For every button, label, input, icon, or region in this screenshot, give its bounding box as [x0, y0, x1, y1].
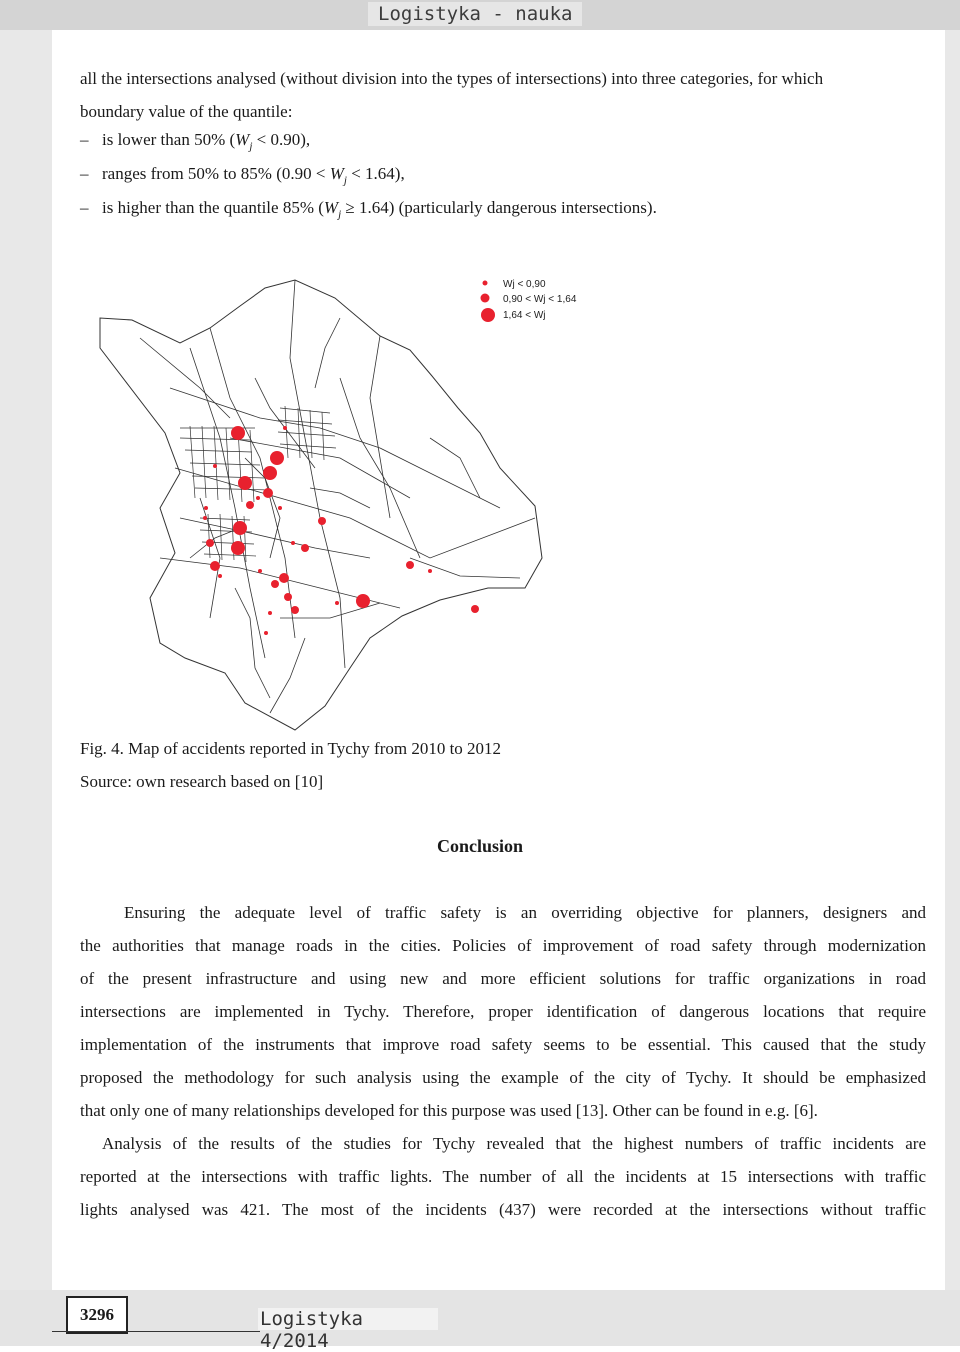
medium-marker: [301, 544, 309, 552]
footer-rule: [52, 1331, 260, 1332]
small-marker: [283, 426, 287, 430]
medium-marker: [210, 561, 220, 571]
text-line: Ensuring the adequate level of traffic safety is an overriding objective for planners, designers and: [124, 903, 926, 922]
large-marker: [231, 541, 245, 555]
large-marker: [356, 594, 370, 608]
intro-paragraph: [80, 62, 926, 128]
page-footer: [0, 1290, 960, 1346]
map-svg: [80, 258, 600, 733]
section-heading: Conclusion: [436, 836, 524, 856]
small-marker: [268, 611, 272, 615]
large-marker: [231, 426, 245, 440]
text-line: the authorities that manage roads in the cities. Policies of improvement of road safety through modernization: [80, 936, 926, 955]
accident-markers: [203, 426, 479, 635]
large-marker: [263, 466, 277, 480]
small-marker: [291, 541, 295, 545]
text-line: of the present infrastructure and using new and more efficient solutions for traffic organizations in road: [80, 969, 926, 988]
intro-line: boundary value of the quantile:: [80, 102, 293, 121]
list-item: – is higher than the quantile 85% $(W_j \ge 1.64)$ (particularly dangerous intersections).: [80, 198, 657, 221]
header-title: Logistyka - nauka: [368, 2, 582, 26]
medium-marker: [291, 606, 299, 614]
small-marker: [428, 569, 432, 573]
city-center-streets: [180, 406, 336, 562]
conclusion-body: [80, 896, 926, 1226]
legend-marker-medium: [481, 294, 490, 303]
legend-marker-small: [483, 281, 488, 286]
text-line: Analysis of the results of the studies for Tychy revealed that the highest numbers of traffic incidents are: [102, 1134, 926, 1153]
small-marker: [278, 506, 282, 510]
page-number: 3296: [66, 1296, 128, 1334]
large-marker: [233, 521, 247, 535]
journal-label: Logistyka 4/2014: [258, 1308, 438, 1330]
large-marker: [270, 451, 284, 465]
text-line: that only one of many relationships developed for this purpose was used [13]. Other can be found in e.g. [6].: [80, 1101, 818, 1120]
text-line: proposed the methodology for such analysis using the example of the city of Tychy. It should be emphasized: [80, 1068, 926, 1087]
accident-map: [80, 258, 600, 733]
text-line: reported at the intersections with traffic lights. The number of all the incidents at 15 intersections with traffic: [80, 1167, 926, 1186]
figure-source: Source: own research based on [10]: [80, 772, 324, 791]
text-line: implementation of the instruments that improve road safety seems to be essential. This caused that the study: [80, 1035, 926, 1054]
small-marker: [264, 631, 268, 635]
medium-marker: [263, 488, 273, 498]
list-item: – ranges from 50% to 85% $(0.90 < W_j < 1.64)$,: [80, 164, 405, 187]
medium-marker: [471, 605, 479, 613]
dash-bullet: –: [80, 198, 89, 217]
small-marker: [213, 464, 217, 468]
left-margin-band: [0, 0, 52, 1346]
medium-marker: [284, 593, 292, 601]
medium-marker: [279, 573, 289, 583]
page-header: [0, 0, 960, 30]
list-item: – is lower than 50% $(W_j < 0.90)$,: [80, 130, 311, 153]
road-network: [140, 280, 535, 713]
city-boundary: [100, 280, 542, 730]
legend-label: 1,64 < Wj: [503, 310, 546, 321]
legend-label: 0,90 < Wj < 1,64: [503, 294, 577, 305]
small-marker: [218, 574, 222, 578]
text-line: lights analysed was 421. The most of the incidents (437) were recorded at the intersections without traffic: [80, 1200, 926, 1219]
intro-line: all the intersections analysed (without division into the types of intersections) into three categories, for which: [80, 69, 824, 88]
large-marker: [238, 476, 252, 490]
small-marker: [335, 601, 339, 605]
legend-label: Wj < 0,90: [503, 279, 546, 290]
dash-bullet: –: [80, 164, 89, 183]
legend-marker-large: [481, 308, 495, 322]
text-line: intersections are implemented in Tychy. Therefore, proper identification of dangerous locations that require: [80, 1002, 926, 1021]
small-marker: [203, 516, 207, 520]
small-marker: [256, 496, 260, 500]
dash-bullet: –: [80, 130, 89, 149]
figure-caption: Fig. 4. Map of accidents reported in Tychy from 2010 to 2012: [80, 739, 502, 758]
map-legend: [481, 279, 577, 322]
medium-marker: [206, 539, 214, 547]
medium-marker: [271, 580, 279, 588]
medium-marker: [246, 501, 254, 509]
small-marker: [204, 506, 208, 510]
small-marker: [258, 569, 262, 573]
medium-marker: [318, 517, 326, 525]
medium-marker: [406, 561, 414, 569]
quantile-list: [80, 130, 780, 232]
right-margin-band: [945, 0, 960, 1346]
